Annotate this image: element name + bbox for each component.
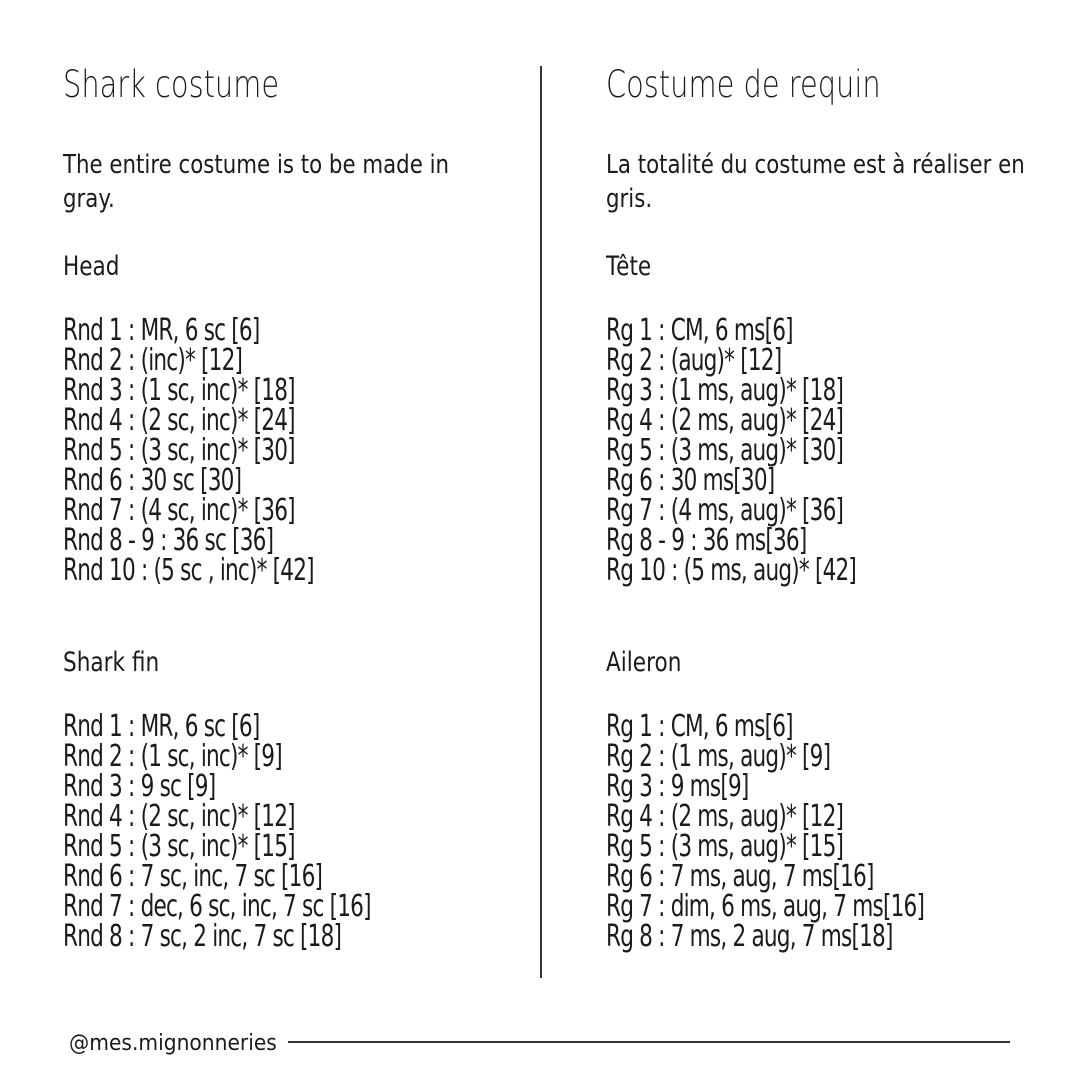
pattern-row: Rg 1 : CM, 6 ms[6] bbox=[606, 709, 793, 744]
english-column bbox=[63, 63, 503, 954]
author-handle: @mes.mignonneries bbox=[69, 1031, 277, 1056]
pattern-row: Rnd 4 : (2 sc, inc)* [12] bbox=[63, 799, 295, 834]
pattern-row: Rg 6 : 30 ms[30] bbox=[606, 463, 775, 498]
pattern-row: Rg 6 : 7 ms, aug, 7 ms[16] bbox=[606, 859, 874, 894]
pattern-row: Rg 5 : (3 ms, aug)* [15] bbox=[606, 829, 844, 864]
french-title: Costume de requin bbox=[606, 63, 881, 106]
pattern-row: Rg 1 : CM, 6 ms[6] bbox=[606, 313, 793, 348]
pattern-row: Rnd 5 : (3 sc, inc)* [30] bbox=[63, 433, 295, 468]
french-fin-section bbox=[606, 648, 1004, 952]
french-head-rows bbox=[606, 313, 919, 588]
pattern-row: Rg 2 : (1 ms, aug)* [9] bbox=[606, 739, 831, 774]
pattern-row: Rg 5 : (3 ms, aug)* [30] bbox=[606, 433, 844, 468]
french-column bbox=[606, 63, 1026, 954]
english-fin-rows bbox=[63, 709, 448, 954]
pattern-row: Rg 4 : (2 ms, aug)* [24] bbox=[606, 403, 844, 438]
pattern-row: Rg 7 : (4 ms, aug)* [36] bbox=[606, 493, 844, 528]
pattern-row: Rnd 10 : (5 sc , inc)* [42] bbox=[63, 553, 314, 588]
pattern-row: Rg 2 : (aug)* [12] bbox=[606, 343, 782, 378]
english-head-rows bbox=[63, 313, 376, 588]
pattern-row: Rg 8 - 9 : 36 ms[36] bbox=[606, 523, 807, 558]
pattern-row: Rg 3 : 9 ms[9] bbox=[606, 769, 749, 804]
pattern-row: Rnd 6 : 7 sc, inc, 7 sc [16] bbox=[63, 859, 323, 894]
pattern-row: Rg 10 : (5 ms, aug)* [42] bbox=[606, 553, 857, 588]
pattern-row: Rg 3 : (1 ms, aug)* [18] bbox=[606, 373, 844, 408]
english-fin-heading: Shark fin bbox=[63, 647, 160, 678]
pattern-row: Rnd 7 : dec, 6 sc, inc, 7 sc [16] bbox=[63, 889, 371, 924]
english-fin-section bbox=[63, 648, 448, 952]
french-intro: La totalité du costume est à réaliser en gris. bbox=[606, 150, 1025, 214]
pattern-row: Rnd 5 : (3 sc, inc)* [15] bbox=[63, 829, 295, 864]
pattern-row: Rnd 2 : (1 sc, inc)* [9] bbox=[63, 739, 282, 774]
pattern-row: Rnd 6 : 30 sc [30] bbox=[63, 463, 242, 498]
english-intro: The entire costume is to be made in gray. bbox=[63, 150, 450, 214]
column-divider bbox=[540, 66, 542, 978]
pattern-row: Rnd 8 - 9 : 36 sc [36] bbox=[63, 523, 274, 558]
english-head-heading: Head bbox=[63, 251, 120, 282]
pattern-row: Rg 8 : 7 ms, 2 aug, 7 ms[18] bbox=[606, 919, 893, 954]
pattern-row: Rnd 8 : 7 sc, 2 inc, 7 sc [18] bbox=[63, 919, 342, 954]
english-head-section bbox=[63, 252, 376, 586]
pattern-row: Rnd 1 : MR, 6 sc [6] bbox=[63, 709, 260, 744]
pattern-row: Rnd 2 : (inc)* [12] bbox=[63, 343, 243, 378]
french-fin-rows bbox=[606, 709, 1004, 954]
footer-rule bbox=[288, 1041, 1010, 1043]
english-title: Shark costume bbox=[63, 63, 280, 106]
pattern-row: Rnd 3 : (1 sc, inc)* [18] bbox=[63, 373, 295, 408]
pattern-row: Rnd 1 : MR, 6 sc [6] bbox=[63, 313, 260, 348]
french-fin-heading: Aileron bbox=[606, 647, 682, 678]
french-head-heading: Tête bbox=[606, 251, 652, 282]
pattern-row: Rnd 7 : (4 sc, inc)* [36] bbox=[63, 493, 295, 528]
pattern-row: Rg 4 : (2 ms, aug)* [12] bbox=[606, 799, 844, 834]
french-head-section bbox=[606, 252, 919, 586]
pattern-row: Rnd 3 : 9 sc [9] bbox=[63, 769, 216, 804]
pattern-row: Rg 7 : dim, 6 ms, aug, 7 ms[16] bbox=[606, 889, 925, 924]
pattern-row: Rnd 4 : (2 sc, inc)* [24] bbox=[63, 403, 295, 438]
